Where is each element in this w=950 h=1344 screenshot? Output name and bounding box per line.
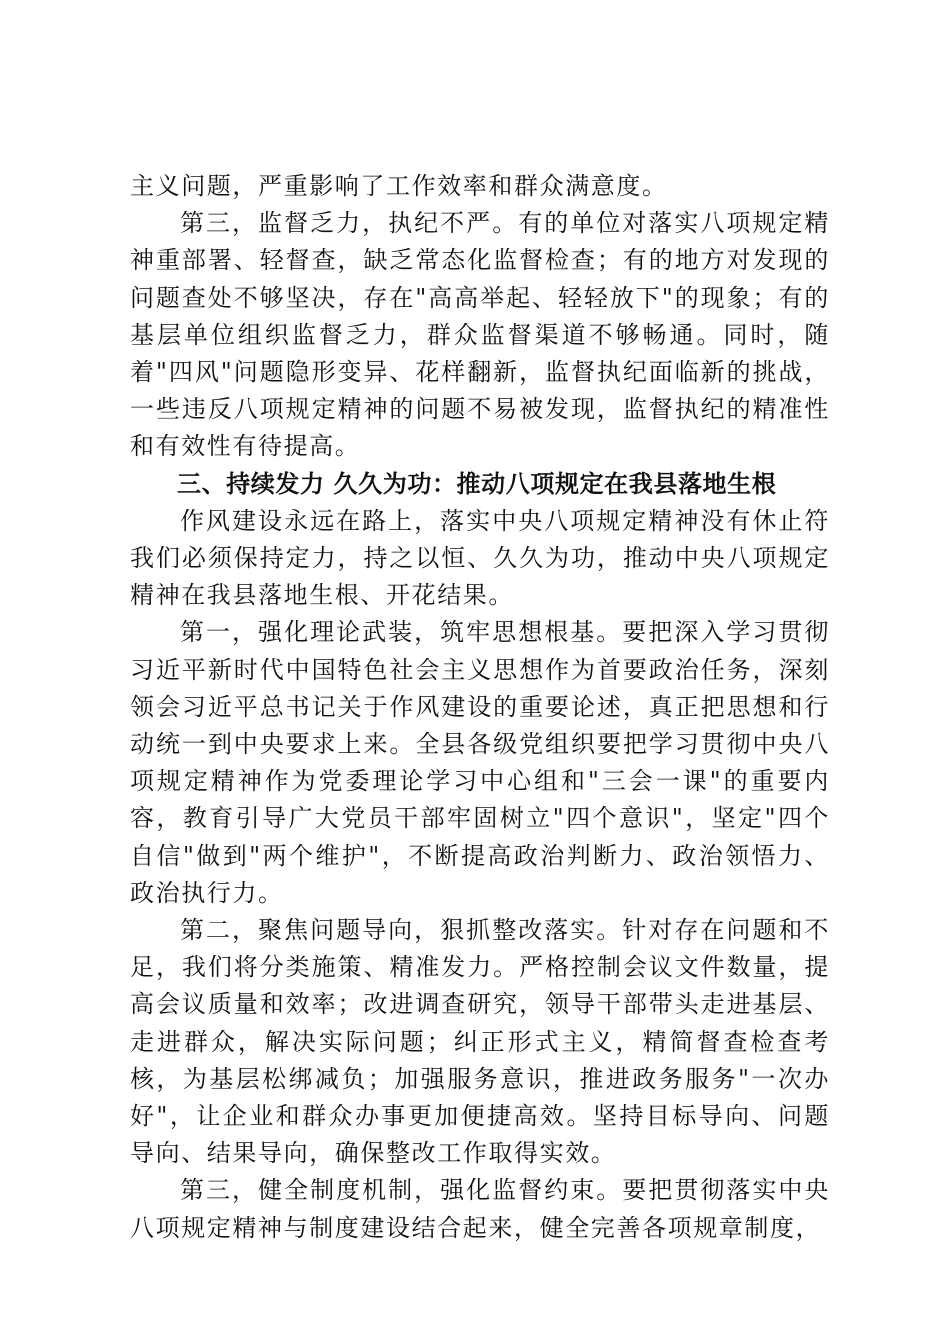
document-body	[130, 168, 830, 1247]
paragraph-continuation: 主义问题，严重影响了工作效率和群众满意度。	[130, 172, 668, 200]
paragraph-supervision: 第三，监督乏力，执纪不严。有的单位对落实八项规定精神重部署、轻督查，缺乏常态化监督检查；有的地方对发现的问题查处不够坚决，存在"高高举起、轻轻放下"的现象；有的基层单位组织监督乏力，群众监督渠道不够畅通。同时，随着"四风"问题隐形变异、花样翻新，监督执纪面临新的挑战，一些违反八项规定精神的问题不易被发现，监督执纪的精准性和有效性有待提高。	[130, 209, 830, 461]
paragraph-intro: 作风建设永远在路上，落实中央八项规定精神没有休止符我们必须保持定力，持之以恒、久久为功，推动中央八项规定精神在我县落地生根、开花结果。	[130, 506, 830, 610]
paragraph-third: 第三，健全制度机制，强化监督约束。要把贯彻落实中央八项规定精神与制度建设结合起来，健全完善各项规章制度，	[130, 1176, 830, 1242]
paragraph-first: 第一，强化理论武装，筑牢思想根基。要把深入学习贯彻习近平新时代中国特色社会主义思想作为首要政治任务，深刻领会习近平总书记关于作风建设的重要论述，真正把思想和行动统一到中央要求上来。全县各级党组织要把学习贯彻中央八项规定精神作为党委理论学习中心组和"三会一课"的重要内容，教育引导广大党员干部牢固树立"四个意识"，坚定"四个自信"做到"两个维护"，不断提高政治判断力、政治领悟力、政治执行力。	[130, 618, 830, 907]
section-heading: 三、持续发力 久久为功：推动八项规定在我县落地生根	[177, 469, 777, 498]
paragraph-second: 第二，聚焦问题导向，狠抓整改落实。针对存在问题和不足，我们将分类施策、精准发力。严格控制会议文件数量，提高会议质量和效率；改进调查研究，领导干部带头走进基层、走进群众，解决实际问题；纠正形式主义，精简督查检查考核，为基层松绑减负；加强服务意识，推进政务服务"一次办好"，让企业和群众办事更加便捷高效。坚持目标导向、问题导向、结果导向，确保整改工作取得实效。	[130, 916, 830, 1168]
